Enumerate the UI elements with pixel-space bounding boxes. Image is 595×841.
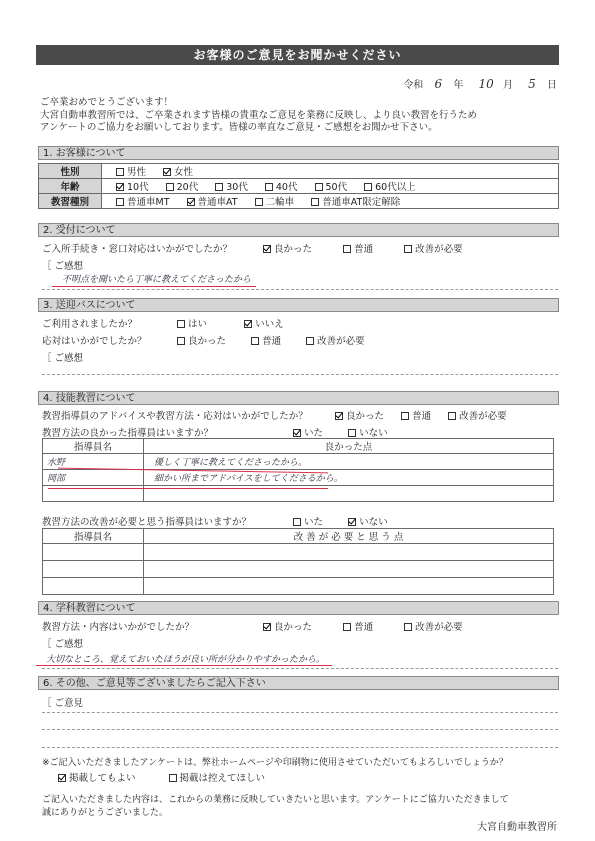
option-label: 普通 (262, 336, 282, 347)
checkbox[interactable] (343, 245, 351, 253)
intro-line: ご卒業おめでとうございます！ (40, 97, 174, 108)
empty-cell (43, 544, 144, 561)
date-day-unit: 日 (547, 80, 557, 91)
academic-question-row (42, 619, 477, 633)
option-label: 掲載してもよい (69, 773, 136, 784)
option-label: 30代 (226, 182, 248, 193)
comment-rule (42, 289, 558, 290)
publish-question: ※ご記入いただきましたアンケートは、弊社ホームページや印刷物に使用させていただいてもよろしいでしょうか？ (42, 758, 508, 768)
column-header-good-point: 良かった点 (144, 439, 554, 454)
date-era: 令和 (403, 80, 424, 91)
intro-line: アンケートのご協力をお願いしております。皆様の率直なご意見・ご感想をお聞かせ下さい。 (40, 122, 438, 133)
age-options (102, 179, 559, 194)
comment-label-text: ご感想 (54, 261, 84, 272)
instructor-name-cell (43, 470, 144, 486)
column-header-improvement: 改 善 が 必 要 と 思 う 点 (144, 529, 554, 544)
option-label: 普通 (354, 244, 374, 255)
intro-line: 大宮自動車教習所では、ご卒業されます皆様の貴重なご意見を業務に反映し、より良い教習を行うため (40, 109, 478, 121)
other-comment-label: ［ ご意見 (42, 698, 84, 709)
instructor-name: 水野 (47, 458, 66, 468)
instructor-name: 岡部 (47, 474, 66, 484)
option-label: 50代 (325, 182, 348, 193)
reception-question-row (42, 241, 477, 255)
option-label: 女性 (174, 167, 194, 178)
intro-text (40, 97, 560, 135)
option-label: 40代 (275, 182, 298, 193)
checkbox[interactable] (343, 623, 351, 631)
customer-table (38, 163, 559, 209)
checkbox[interactable] (265, 183, 273, 191)
checkbox-checked[interactable] (335, 412, 343, 420)
academic-comment-underline (36, 665, 332, 666)
option-label: 改善が必要 (415, 244, 463, 255)
comment-rule (42, 712, 558, 713)
organization-name: 大宮自動車教習所 (477, 822, 557, 833)
age-label: 年齢 (39, 179, 102, 194)
checkbox[interactable] (169, 774, 177, 782)
skill-good-instructor-row (42, 425, 402, 439)
good-instructor-table (42, 438, 554, 502)
question-text: ご利用されましたか？ (42, 319, 138, 330)
comment-label-text: ご感想 (54, 639, 84, 650)
comment-rule (42, 747, 558, 748)
checkbox[interactable] (177, 337, 185, 345)
checkbox-checked[interactable] (263, 623, 271, 631)
section-academic-header: 4. 学科教習について (38, 601, 559, 615)
closing-text (42, 794, 509, 819)
question-text: 教習指導員のアドバイスや教習方法・応対はいかがでしたか？ (42, 411, 308, 422)
option-label: 60代以上 (375, 182, 416, 193)
date-day: 5 (528, 77, 536, 91)
page-title: お客様のご意見をお聞かせください (36, 45, 559, 65)
date-year: 6 (434, 77, 443, 91)
reception-comment-underline (52, 286, 256, 287)
academic-comment-label: ［ ご感想 (42, 639, 84, 650)
option-label: 10代 (127, 182, 149, 193)
bus-service-row (42, 333, 379, 347)
checkbox[interactable] (177, 320, 185, 328)
option-label: 普通車MT (127, 197, 170, 208)
option-label: 男性 (127, 167, 147, 178)
checkbox-checked[interactable] (58, 774, 66, 782)
checkbox[interactable] (404, 623, 412, 631)
option-label: 良かった (188, 336, 227, 347)
checkbox-checked[interactable] (187, 198, 195, 206)
option-label: 良かった (346, 411, 385, 422)
course-type-label: 教習種別 (39, 194, 102, 209)
checkbox[interactable] (315, 183, 323, 191)
checkbox[interactable] (364, 183, 372, 191)
checkbox[interactable] (255, 198, 263, 206)
comment-rule (42, 668, 558, 669)
checkbox[interactable] (251, 337, 259, 345)
good-point-text: 優しく丁寧に教えてくださったから。 (154, 458, 308, 468)
date-line (403, 76, 557, 91)
comment-label-text: ご感想 (54, 353, 84, 364)
option-label: 普通 (354, 622, 374, 633)
closing-line: ご記入いただきました内容は、これからの業務に反映していきたいと思います。アンケートにご協力いただきまして (42, 795, 509, 805)
checkbox[interactable] (401, 412, 409, 420)
question-text: 教習方法の良かった指導員はいますか？ (42, 428, 214, 439)
bad-instructor-table (42, 528, 554, 595)
publish-options (58, 770, 279, 784)
reception-comment-label: ［ ご感想 (42, 261, 84, 272)
empty-cell (144, 578, 554, 595)
checkbox[interactable] (448, 412, 456, 420)
checkbox[interactable] (311, 198, 319, 206)
section-skill-header: 4. 技能教習について (38, 391, 559, 405)
question-text: ご入所手続き・窓口対応はいかがでしたか？ (42, 244, 233, 255)
option-label: いいえ (255, 319, 284, 330)
empty-cell (43, 561, 144, 578)
checkbox-checked[interactable] (244, 320, 252, 328)
checkbox-checked[interactable] (293, 429, 301, 437)
empty-cell (144, 561, 554, 578)
date-month-unit: 月 (502, 80, 513, 91)
checkbox[interactable] (348, 429, 356, 437)
closing-line: 誠にありがとうございました。 (42, 807, 169, 818)
good-point-cell (144, 454, 554, 470)
skill-instructor-row (42, 408, 507, 422)
checkbox[interactable] (116, 168, 124, 176)
gender-options (102, 164, 559, 179)
section-bus-header: 3. 送迎バスについて (38, 298, 559, 312)
bus-usage-row (42, 316, 298, 330)
checkbox-checked[interactable] (263, 245, 271, 253)
comment-label-text: ご意見 (54, 698, 84, 709)
checkbox[interactable] (293, 518, 301, 526)
academic-comment-handwritten: 大切なところ、覚えておいたほうが良い所が分かりやすかったから。 (46, 655, 326, 665)
checkbox[interactable] (116, 198, 124, 206)
empty-cell (43, 578, 144, 595)
skill-underline-2 (48, 488, 328, 489)
option-label: いない (359, 428, 388, 439)
skill-bad-instructor-row (42, 514, 402, 528)
checkbox[interactable] (306, 337, 314, 345)
section-other-header: 6. その他、ご意見等ございましたらご記入下さい (38, 676, 559, 690)
date-year-unit: 年 (453, 80, 464, 91)
option-label: 二輪車 (265, 197, 295, 208)
section-customer-header: 1. お客様について (38, 146, 559, 160)
option-label: はい (188, 319, 208, 330)
checkbox[interactable] (404, 245, 412, 253)
option-label: 普通 (412, 411, 432, 422)
option-label: いた (304, 517, 324, 528)
section-reception-header: 2. 受付について (38, 223, 559, 237)
course-type-options (102, 194, 559, 209)
option-label: 良かった (274, 622, 313, 633)
comment-rule (42, 729, 558, 730)
column-header-instructor: 指導員名 (43, 529, 144, 544)
option-label: 良かった (274, 244, 313, 255)
good-point-text: 細かい所までアドバイスをしてくださるから。 (154, 474, 343, 484)
gender-label: 性別 (39, 164, 102, 179)
option-label: 普通車AT (197, 197, 238, 208)
checkbox-checked[interactable] (116, 183, 124, 191)
checkbox[interactable] (215, 183, 223, 191)
option-label: いない (359, 517, 388, 528)
option-label: 改善が必要 (459, 411, 507, 422)
question-text: 教習方法・内容はいかがでしたか？ (42, 622, 195, 633)
reception-comment-handwritten: 不明点を聞いたら丁寧に教えてくださったから (62, 275, 252, 285)
option-label: いた (304, 428, 324, 439)
question-text: 応対はいかがでしたか？ (42, 336, 147, 347)
good-point-cell (144, 470, 554, 486)
empty-cell (144, 544, 554, 561)
bus-comment-label: ［ ご感想 (42, 353, 84, 364)
option-label: 掲載は控えてほしい (179, 773, 266, 784)
checkbox-checked[interactable] (163, 168, 171, 176)
checkbox[interactable] (166, 183, 174, 191)
checkbox-checked[interactable] (348, 518, 356, 526)
option-label: 普通車AT限定解除 (322, 197, 401, 208)
option-label: 改善が必要 (415, 622, 463, 633)
date-month: 10 (478, 77, 494, 91)
question-text: 教習方法の改善が必要と思う指導員はいますか？ (42, 517, 252, 528)
option-label: 改善が必要 (317, 336, 365, 347)
option-label: 20代 (176, 182, 199, 193)
comment-rule (42, 374, 558, 375)
column-header-instructor: 指導員名 (43, 439, 144, 454)
